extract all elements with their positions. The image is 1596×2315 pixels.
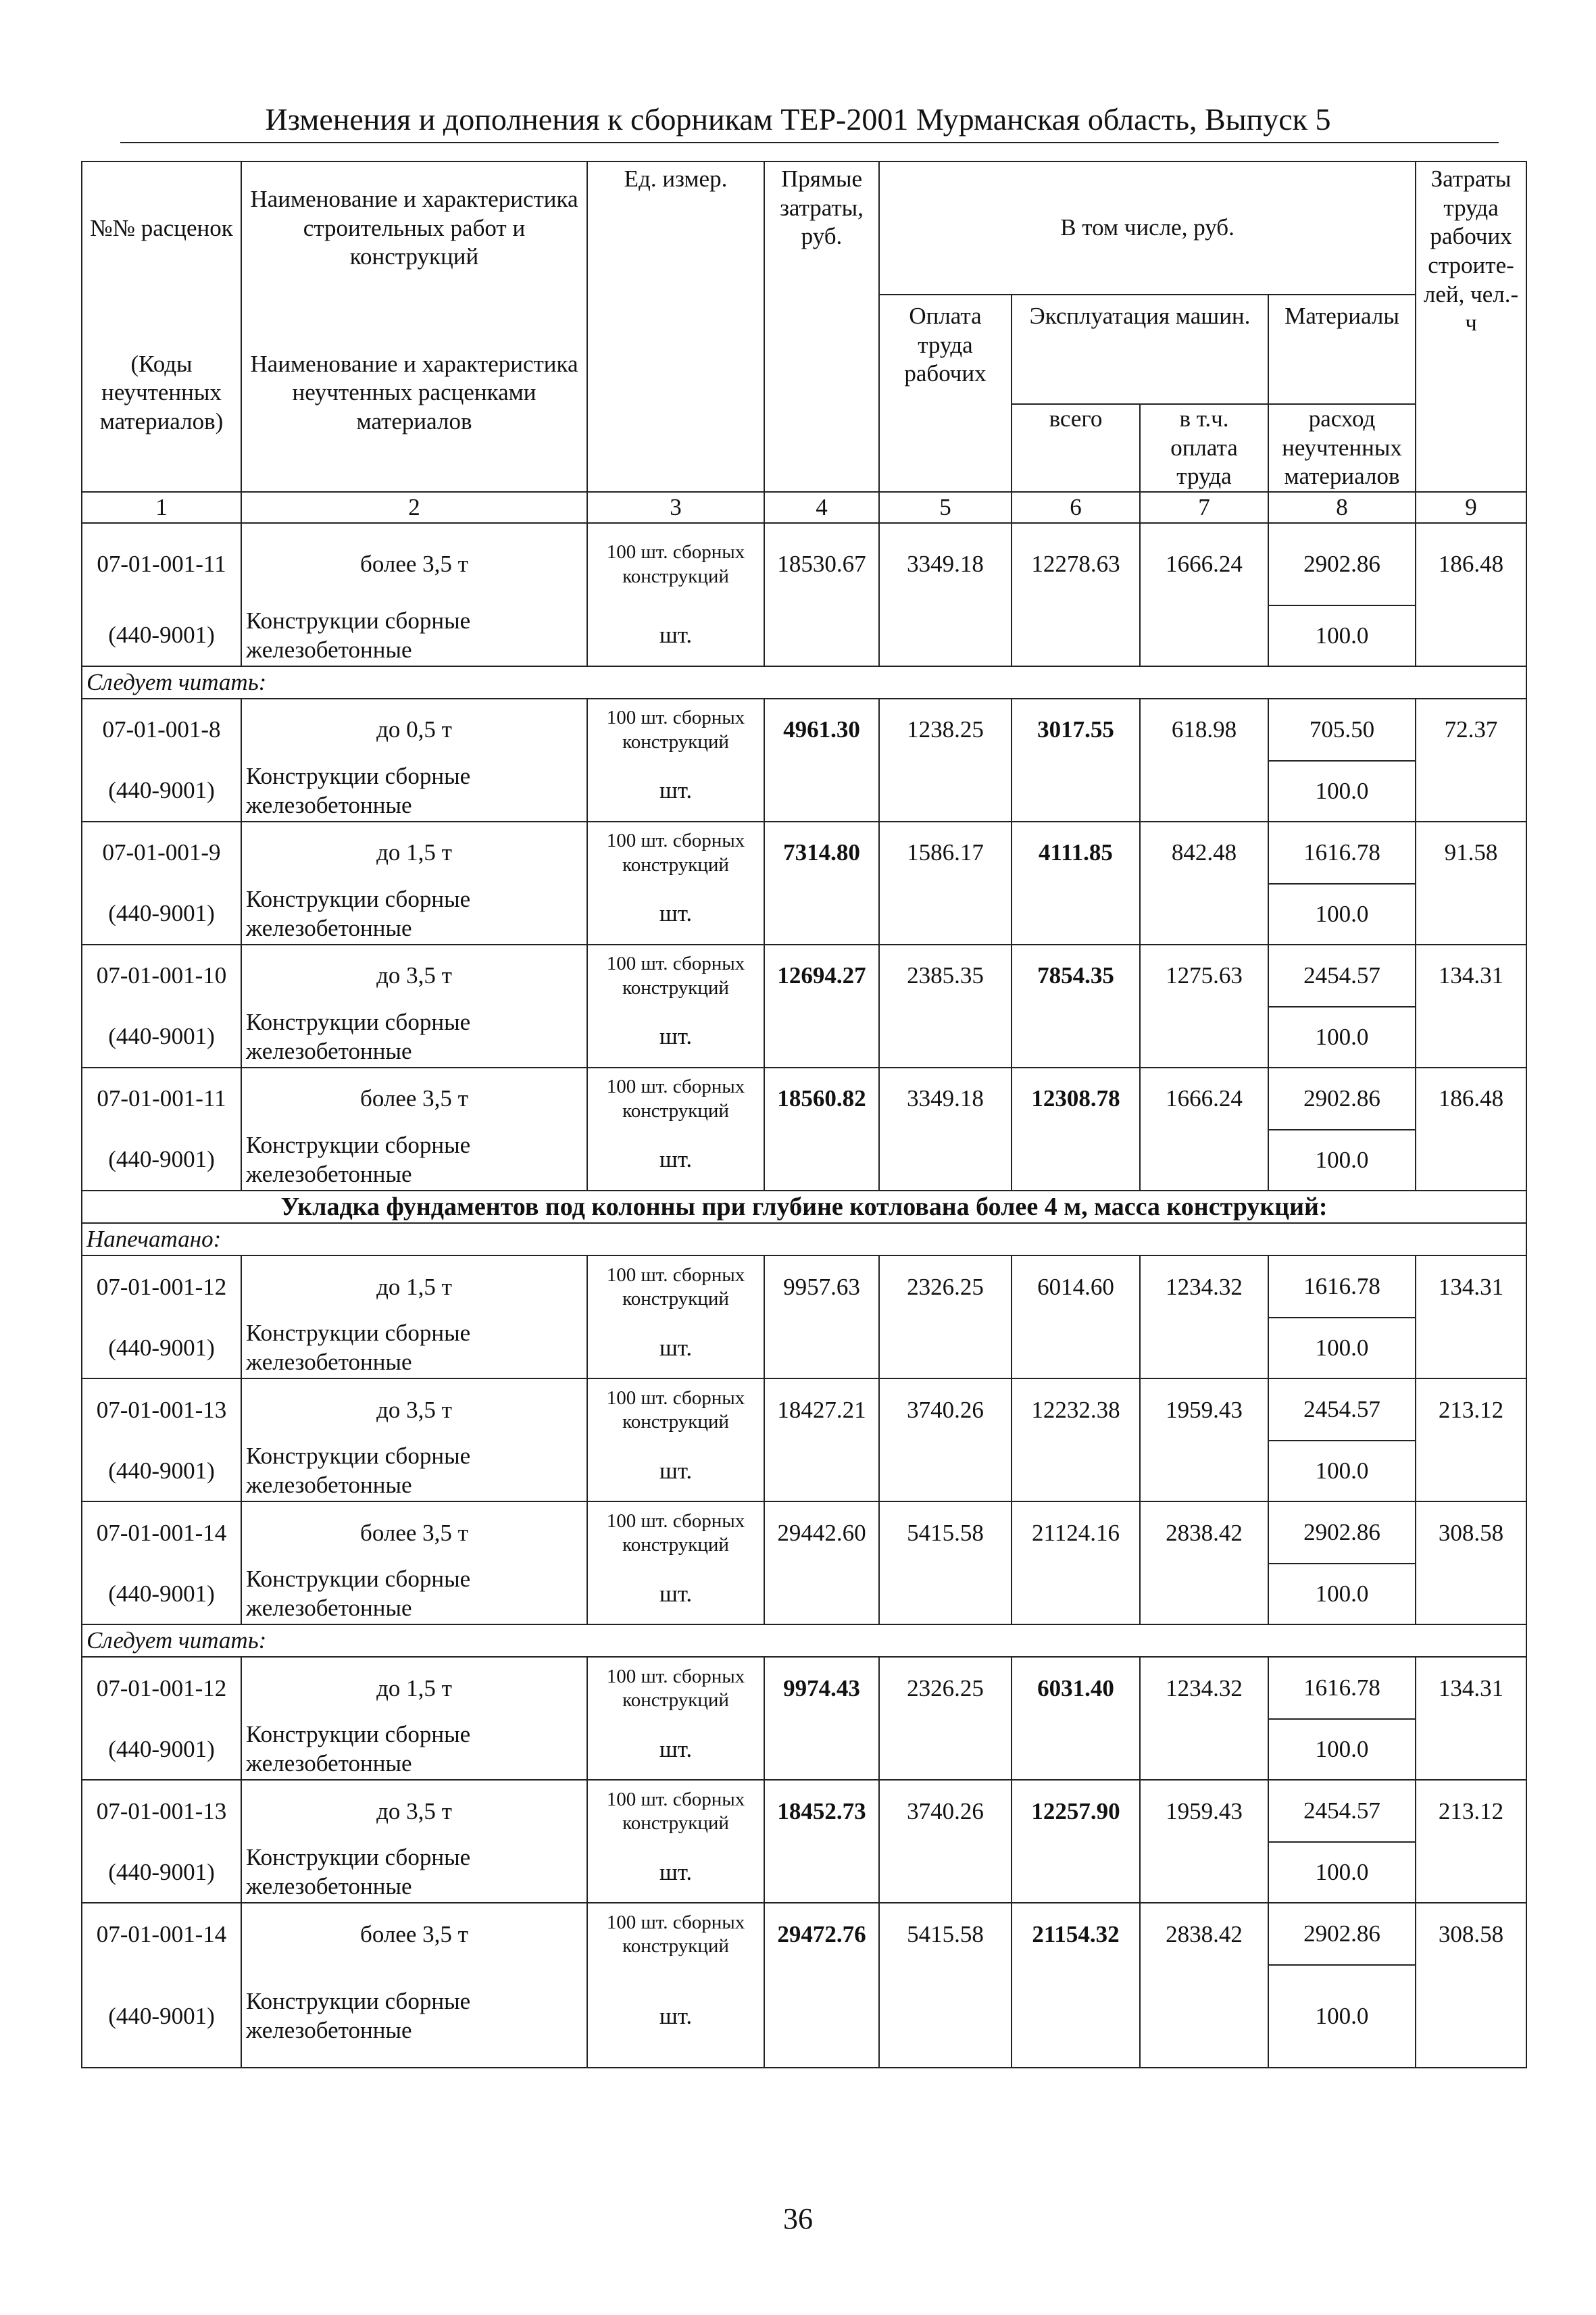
empty-cell: [879, 761, 1012, 822]
rates-table: [81, 161, 1527, 2068]
page-title: Изменения и дополнения к сборникам ТЕР-2001 Мурманская область, Выпуск 5: [265, 102, 1331, 136]
table-row: [82, 1068, 1526, 1130]
empty-cell: [879, 1318, 1012, 1378]
material-row: [82, 605, 1526, 666]
material-row: [82, 1441, 1526, 1501]
material-row: [82, 1318, 1526, 1378]
empty-cell: [1416, 1007, 1526, 1068]
col-header-mach-total: всего: [1012, 404, 1140, 492]
col-number: 7: [1140, 492, 1268, 523]
empty-cell: [879, 884, 1012, 945]
machines-labor: 1275.63: [1140, 945, 1268, 1007]
labor-wages: 1238.25: [879, 699, 1012, 761]
machines-total: 4111.85: [1012, 822, 1140, 884]
direct-costs: 18452.73: [764, 1780, 879, 1842]
empty-cell: [764, 1965, 879, 2068]
col-number: 2: [241, 492, 587, 523]
material-name: Конструкции сборные железобетонные: [241, 605, 587, 666]
material-code: (440-9001): [82, 1441, 241, 1501]
empty-cell: [1416, 884, 1526, 945]
unit-label: 100 шт. сборных конструкций: [587, 1903, 764, 1965]
machines-labor: 1959.43: [1140, 1378, 1268, 1441]
machines-total: 12308.78: [1012, 1068, 1140, 1130]
labor-wages: 1586.17: [879, 822, 1012, 884]
note-label: Напечатано:: [82, 1223, 1526, 1255]
labor-wages: 5415.58: [879, 1501, 1012, 1564]
empty-cell: [879, 1564, 1012, 1624]
work-name: более 3,5 т: [241, 1903, 587, 1965]
direct-costs: 18427.21: [764, 1378, 879, 1441]
direct-costs: 12694.27: [764, 945, 879, 1007]
labor-hours: 186.48: [1416, 1068, 1526, 1130]
material-qty: 100.0: [1268, 884, 1416, 945]
empty-cell: [1416, 1842, 1526, 1903]
material-qty: 100.0: [1268, 1318, 1416, 1378]
material-unit: шт.: [587, 1719, 764, 1780]
col-header-mat-consumption: расход неучтенных материалов: [1268, 404, 1416, 492]
empty-cell: [1140, 1130, 1268, 1191]
machines-labor: 1959.43: [1140, 1780, 1268, 1842]
col-header-name: Наименование и характеристика строительных работ и конструкций: [241, 161, 587, 295]
empty-cell: [879, 1007, 1012, 1068]
material-code: (440-9001): [82, 1719, 241, 1780]
col-header-hours: Затраты труда рабочих строите-лей, чел.-ч: [1416, 161, 1526, 492]
empty-cell: [764, 1130, 879, 1191]
material-unit: шт.: [587, 1318, 764, 1378]
machines-labor: 1666.24: [1140, 1068, 1268, 1130]
empty-cell: [764, 1564, 879, 1624]
table-row: [82, 699, 1526, 761]
labor-wages: 3349.18: [879, 523, 1012, 605]
col-header-unit: Ед. измер.: [587, 161, 764, 492]
empty-cell: [1416, 1441, 1526, 1501]
material-qty: 100.0: [1268, 605, 1416, 666]
machines-total: 6031.40: [1012, 1657, 1140, 1719]
material-row: [82, 1842, 1526, 1903]
machines-labor: 1234.32: [1140, 1255, 1268, 1318]
unit-label: 100 шт. сборных конструкций: [587, 1657, 764, 1719]
labor-hours: 134.31: [1416, 945, 1526, 1007]
empty-cell: [764, 1441, 879, 1501]
table-row: [82, 1378, 1526, 1441]
empty-cell: [1012, 1564, 1140, 1624]
empty-cell: [764, 1719, 879, 1780]
machines-total: 7854.35: [1012, 945, 1140, 1007]
material-name: Конструкции сборные железобетонные: [241, 1130, 587, 1191]
material-code: (440-9001): [82, 605, 241, 666]
rate-code: 07-01-001-12: [82, 1657, 241, 1719]
labor-wages: 3349.18: [879, 1068, 1012, 1130]
labor-hours: 308.58: [1416, 1501, 1526, 1564]
empty-cell: [1140, 1965, 1268, 2068]
empty-cell: [1012, 1007, 1140, 1068]
work-name: до 3,5 т: [241, 1780, 587, 1842]
work-name: до 0,5 т: [241, 699, 587, 761]
empty-cell: [764, 605, 879, 666]
material-unit: шт.: [587, 1007, 764, 1068]
rate-code: 07-01-001-8: [82, 699, 241, 761]
material-unit: шт.: [587, 884, 764, 945]
table-row: [82, 822, 1526, 884]
materials-cost: 1616.78: [1268, 1657, 1416, 1719]
empty-cell: [1416, 1130, 1526, 1191]
material-qty: 100.0: [1268, 1564, 1416, 1624]
machines-total: 12257.90: [1012, 1780, 1140, 1842]
material-qty: 100.0: [1268, 1441, 1416, 1501]
empty-cell: [1416, 761, 1526, 822]
empty-cell: [1140, 1441, 1268, 1501]
machines-labor: 618.98: [1140, 699, 1268, 761]
empty-cell: [1416, 605, 1526, 666]
work-name: до 1,5 т: [241, 822, 587, 884]
material-unit: шт.: [587, 761, 764, 822]
empty-cell: [1012, 1719, 1140, 1780]
col-number: 9: [1416, 492, 1526, 523]
empty-cell: [1416, 1719, 1526, 1780]
labor-wages: 5415.58: [879, 1903, 1012, 1965]
rate-code: 07-01-001-13: [82, 1780, 241, 1842]
material-unit: шт.: [587, 1842, 764, 1903]
unit-label: 100 шт. сборных конструкций: [587, 945, 764, 1007]
col-number: 8: [1268, 492, 1416, 523]
empty-cell: [879, 1130, 1012, 1191]
col-header-group: В том числе, руб.: [879, 161, 1416, 295]
material-name: Конструкции сборные железобетонные: [241, 761, 587, 822]
work-name: более 3,5 т: [241, 1501, 587, 1564]
labor-wages: 2326.25: [879, 1657, 1012, 1719]
material-qty: 100.0: [1268, 761, 1416, 822]
empty-cell: [1416, 1318, 1526, 1378]
material-code: (440-9001): [82, 884, 241, 945]
labor-hours: 134.31: [1416, 1255, 1526, 1318]
rate-code: 07-01-001-11: [82, 1068, 241, 1130]
col-number: 4: [764, 492, 879, 523]
col-header-direct: Прямые затраты, руб.: [764, 161, 879, 492]
material-qty: 100.0: [1268, 1719, 1416, 1780]
material-name: Конструкции сборные железобетонные: [241, 884, 587, 945]
work-name: более 3,5 т: [241, 523, 587, 605]
rate-code: 07-01-001-12: [82, 1255, 241, 1318]
labor-hours: 134.31: [1416, 1657, 1526, 1719]
material-qty: 100.0: [1268, 1130, 1416, 1191]
col-header-machines: Эксплуатация машин.: [1012, 295, 1268, 404]
col-number: 1: [82, 492, 241, 523]
material-qty: 100.0: [1268, 1965, 1416, 2068]
empty-cell: [1012, 884, 1140, 945]
material-code: (440-9001): [82, 1007, 241, 1068]
machines-total: 21154.32: [1012, 1903, 1140, 1965]
material-code: (440-9001): [82, 1130, 241, 1191]
work-name: до 3,5 т: [241, 945, 587, 1007]
empty-cell: [1012, 761, 1140, 822]
material-unit: шт.: [587, 1564, 764, 1624]
col-header-code: №№ расценок: [82, 161, 241, 295]
empty-cell: [879, 1441, 1012, 1501]
materials-cost: 2902.86: [1268, 523, 1416, 605]
work-name: до 1,5 т: [241, 1657, 587, 1719]
material-name: Конструкции сборные железобетонные: [241, 1441, 587, 1501]
material-code: (440-9001): [82, 1564, 241, 1624]
machines-total: 6014.60: [1012, 1255, 1140, 1318]
col-header-labor: Оплата труда рабочих: [879, 295, 1012, 492]
labor-wages: 3740.26: [879, 1780, 1012, 1842]
empty-cell: [764, 1007, 879, 1068]
empty-cell: [1012, 605, 1140, 666]
col-header-mach-labor: в т.ч. оплата труда: [1140, 404, 1268, 492]
rate-code: 07-01-001-13: [82, 1378, 241, 1441]
labor-wages: 3740.26: [879, 1378, 1012, 1441]
rate-code: 07-01-001-14: [82, 1501, 241, 1564]
material-unit: шт.: [587, 1130, 764, 1191]
col-number: 5: [879, 492, 1012, 523]
labor-hours: 186.48: [1416, 523, 1526, 605]
empty-cell: [1140, 1318, 1268, 1378]
materials-cost: 1616.78: [1268, 822, 1416, 884]
labor-wages: 2385.35: [879, 945, 1012, 1007]
material-row: [82, 1564, 1526, 1624]
table-row: [82, 1657, 1526, 1719]
labor-hours: 213.12: [1416, 1378, 1526, 1441]
empty-cell: [1140, 1842, 1268, 1903]
col-number: 6: [1012, 492, 1140, 523]
work-name: до 1,5 т: [241, 1255, 587, 1318]
unit-label: 100 шт. сборных конструкций: [587, 699, 764, 761]
materials-cost: 1616.78: [1268, 1255, 1416, 1318]
work-name: до 3,5 т: [241, 1378, 587, 1441]
work-name: более 3,5 т: [241, 1068, 587, 1130]
material-row: [82, 1965, 1526, 2068]
labor-hours: 72.37: [1416, 699, 1526, 761]
empty-cell: [879, 1965, 1012, 2068]
unit-label: 100 шт. сборных конструкций: [587, 1501, 764, 1564]
labor-hours: 213.12: [1416, 1780, 1526, 1842]
labor-hours: 308.58: [1416, 1903, 1526, 1965]
material-name: Конструкции сборные железобетонные: [241, 1007, 587, 1068]
table-row: [82, 945, 1526, 1007]
empty-cell: [1140, 1719, 1268, 1780]
note-label: Следует читать:: [82, 1624, 1526, 1657]
table-row: [82, 1780, 1526, 1842]
empty-cell: [1140, 761, 1268, 822]
material-unit: шт.: [587, 1441, 764, 1501]
material-row: [82, 884, 1526, 945]
empty-cell: [764, 1842, 879, 1903]
machines-labor: 1666.24: [1140, 523, 1268, 605]
materials-cost: 2454.57: [1268, 1780, 1416, 1842]
empty-cell: [1012, 1842, 1140, 1903]
direct-costs: 18530.67: [764, 523, 879, 605]
direct-costs: 9957.63: [764, 1255, 879, 1318]
machines-labor: 842.48: [1140, 822, 1268, 884]
materials-cost: 2902.86: [1268, 1501, 1416, 1564]
table-row: [82, 1903, 1526, 1965]
material-code: (440-9001): [82, 761, 241, 822]
material-name: Конструкции сборные железобетонные: [241, 1719, 587, 1780]
empty-cell: [879, 605, 1012, 666]
material-qty: 100.0: [1268, 1842, 1416, 1903]
empty-cell: [764, 884, 879, 945]
empty-cell: [1012, 1130, 1140, 1191]
direct-costs: 9974.43: [764, 1657, 879, 1719]
direct-costs: 4961.30: [764, 699, 879, 761]
unit-label: 100 шт. сборных конструкций: [587, 523, 764, 605]
empty-cell: [879, 1719, 1012, 1780]
empty-cell: [1140, 605, 1268, 666]
material-qty: 100.0: [1268, 1007, 1416, 1068]
machines-total: 12232.38: [1012, 1378, 1140, 1441]
machines-total: 21124.16: [1012, 1501, 1140, 1564]
material-code: (440-9001): [82, 1318, 241, 1378]
rate-code: 07-01-001-10: [82, 945, 241, 1007]
material-row: [82, 761, 1526, 822]
unit-label: 100 шт. сборных конструкций: [587, 1068, 764, 1130]
machines-labor: 2838.42: [1140, 1903, 1268, 1965]
materials-cost: 2454.57: [1268, 1378, 1416, 1441]
empty-cell: [1012, 1441, 1140, 1501]
unit-label: 100 шт. сборных конструкций: [587, 1255, 764, 1318]
materials-cost: 705.50: [1268, 699, 1416, 761]
material-name: Конструкции сборные железобетонные: [241, 1318, 587, 1378]
machines-labor: 1234.32: [1140, 1657, 1268, 1719]
materials-cost: 2902.86: [1268, 1903, 1416, 1965]
title-rule: [120, 142, 1499, 143]
rate-code: 07-01-001-9: [82, 822, 241, 884]
col-header-code-materials: (Коды неучтенных материалов): [82, 295, 241, 492]
material-name: Конструкции сборные железобетонные: [241, 1842, 587, 1903]
col-header-materials: Материалы: [1268, 295, 1416, 404]
material-row: [82, 1007, 1526, 1068]
table-row: [82, 523, 1526, 605]
material-code: (440-9001): [82, 1842, 241, 1903]
unit-label: 100 шт. сборных конструкций: [587, 1378, 764, 1441]
rate-code: 07-01-001-11: [82, 523, 241, 605]
material-row: [82, 1130, 1526, 1191]
machines-total: 12278.63: [1012, 523, 1140, 605]
rate-code: 07-01-001-14: [82, 1903, 241, 1965]
materials-cost: 2454.57: [1268, 945, 1416, 1007]
empty-cell: [1416, 1965, 1526, 2068]
unit-label: 100 шт. сборных конструкций: [587, 1780, 764, 1842]
material-code: (440-9001): [82, 1965, 241, 2068]
direct-costs: 29442.60: [764, 1501, 879, 1564]
direct-costs: 7314.80: [764, 822, 879, 884]
empty-cell: [1416, 1564, 1526, 1624]
labor-wages: 2326.25: [879, 1255, 1012, 1318]
empty-cell: [1140, 1564, 1268, 1624]
material-unit: шт.: [587, 1965, 764, 2068]
empty-cell: [879, 1842, 1012, 1903]
material-row: [82, 1719, 1526, 1780]
machines-labor: 2838.42: [1140, 1501, 1268, 1564]
table-row: [82, 1501, 1526, 1564]
labor-hours: 91.58: [1416, 822, 1526, 884]
table-row: [82, 1255, 1526, 1318]
empty-cell: [1140, 1007, 1268, 1068]
unit-label: 100 шт. сборных конструкций: [587, 822, 764, 884]
materials-cost: 2902.86: [1268, 1068, 1416, 1130]
direct-costs: 29472.76: [764, 1903, 879, 1965]
machines-total: 3017.55: [1012, 699, 1140, 761]
page-number: 36: [783, 2202, 813, 2235]
col-number: 3: [587, 492, 764, 523]
empty-cell: [1012, 1965, 1140, 2068]
section-title: Укладка фундаментов под колонны при глубине котлована более 4 м, масса конструкций:: [82, 1191, 1526, 1223]
material-name: Конструкции сборные железобетонные: [241, 1564, 587, 1624]
material-name: Конструкции сборные железобетонные: [241, 1965, 587, 2068]
empty-cell: [764, 761, 879, 822]
material-unit: шт.: [587, 605, 764, 666]
col-header-name-materials: Наименование и характеристика неучтенных расценками материалов: [241, 295, 587, 492]
direct-costs: 18560.82: [764, 1068, 879, 1130]
empty-cell: [1140, 884, 1268, 945]
note-label: Следует читать:: [82, 666, 1526, 699]
empty-cell: [764, 1318, 879, 1378]
empty-cell: [1012, 1318, 1140, 1378]
